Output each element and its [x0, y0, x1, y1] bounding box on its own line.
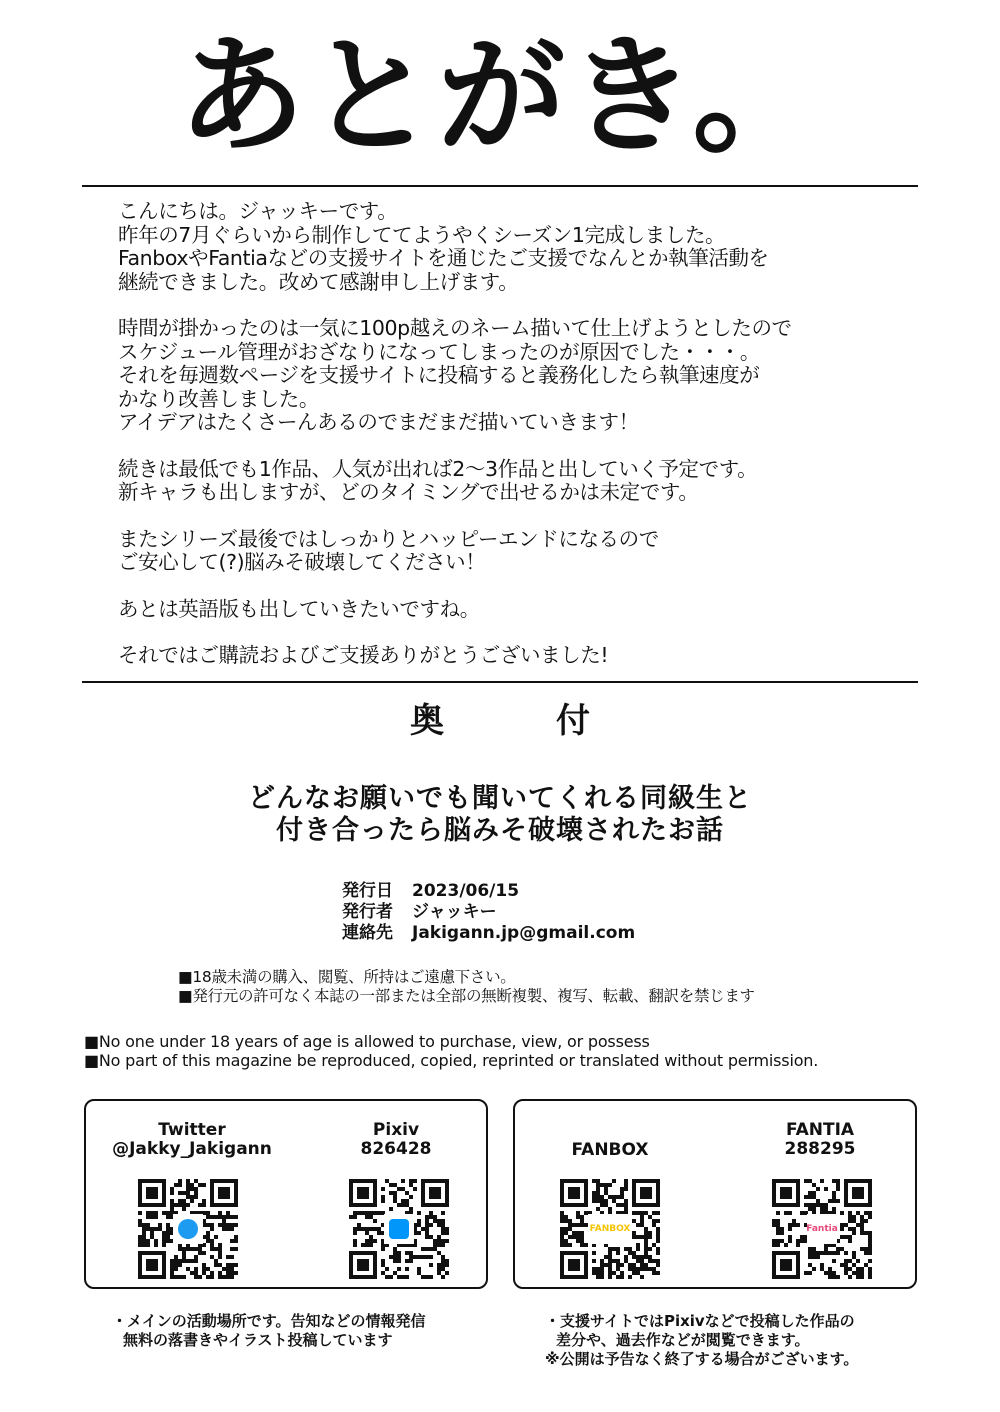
info-value: ジャッキー [412, 902, 497, 922]
twitter-title: Twitter [158, 1120, 226, 1140]
sns-box-main [84, 1099, 488, 1289]
info-row-contact [342, 923, 635, 944]
twitter-label [92, 1121, 292, 1159]
page-title: あとがき。 [177, 22, 823, 171]
pixiv-qr-code[interactable] [349, 1179, 449, 1279]
afterword-paragraph: またシリーズ最後ではしっかりとハッピーエンドになるので ご安心して(?)脳みそ破壊してください！ [118, 526, 659, 574]
fantia-label [755, 1121, 885, 1159]
info-row-publisher [342, 902, 635, 923]
book-title-line: 付き合ったら脳みそ破壊されたお話 [276, 815, 724, 846]
afterword-paragraph: 時間が掛かったのは一気に100p越えのネーム描いて仕上げようとしたので スケジュール管理がおざなりになってしまったのが原因でした・・・。 それを毎週数ページを支援サイトに投稿すると義務化したら執筆速度が かなり改善しました。 アイデアはたくさーんあるのでまだまだ描いていきます！ [118, 316, 792, 434]
afterword-paragraph: 続きは最低でも1作品、人気が出れば2～3作品と出していく予定です。 新キャラも出しますが、どのタイミングで出せるかは未定です。 [118, 456, 758, 504]
notice-line: ■No one under 18 years of age is allowed to purchase, view, or possess [84, 1032, 650, 1051]
colophon-heading-right: 付 [556, 701, 590, 741]
caption-line: 無料の落書きやイラスト投稿しています [123, 1331, 393, 1349]
fantia-logo-icon: Fantia [807, 1214, 837, 1244]
info-label: 連絡先 [342, 923, 393, 943]
pixiv-title: Pixiv [372, 1120, 420, 1140]
fantia-title: FANTIA [785, 1120, 855, 1140]
caption-line: ※公開は予告なく終了する場合がございます。 [545, 1350, 859, 1368]
colophon-heading [0, 698, 1000, 744]
main-activity-caption [112, 1312, 426, 1350]
afterword-body [118, 200, 918, 691]
afterword-paragraph: こんにちは。ジャッキーです。 昨年の7月ぐらいから制作しててようやくシーズン1完成しました。 FanboxやFantiaなどの支援サイトを通じたご支援でなんとか執筆活動を 継続できました。改めて感謝申し上げます。 [118, 199, 769, 294]
info-label: 発行日 [342, 881, 393, 901]
afterword-paragraph: あとは英語版も出していきたいですね。 [118, 596, 480, 621]
twitter-handle: @Jakky_Jakigann [112, 1139, 272, 1159]
fanbox-logo-icon: FANBOX [588, 1214, 632, 1244]
caption-line: ・メインの活動場所です。告知などの情報発信 [112, 1312, 426, 1330]
support-site-caption [545, 1312, 858, 1369]
publication-info [342, 881, 635, 944]
divider [82, 681, 918, 683]
fantia-id: 288295 [784, 1139, 856, 1159]
info-value: Jakigann.jp@gmail.com [412, 923, 636, 943]
info-value: 2023/06/15 [412, 881, 520, 901]
caption-line: ・支援サイトではPixivなどで投稿した作品の [545, 1312, 855, 1330]
pixiv-logo-icon [384, 1214, 414, 1244]
caption-line: 差分や、過去作などが閲覧できます。 [556, 1331, 810, 1349]
twitter-qr-code[interactable] [138, 1179, 238, 1279]
book-title-line: どんなお願いでも聞いてくれる同級生と [248, 783, 752, 814]
sns-box-support [513, 1099, 917, 1289]
fantia-qr-code[interactable] [772, 1179, 872, 1279]
fanbox-title: FANBOX [571, 1140, 649, 1160]
notice-english [84, 1032, 818, 1070]
pixiv-label [326, 1121, 466, 1159]
pixiv-id: 826428 [360, 1139, 432, 1159]
notice-line: ■No part of this magazine be reproduced, copied, reprinted or translated without permission. [84, 1051, 819, 1070]
book-title [0, 783, 1000, 847]
notice-line: ■発行元の許可なく本誌の一部または全部の無断複製、複写、転載、翻訳を禁じます [178, 987, 755, 1005]
fanbox-label [535, 1141, 685, 1160]
info-label: 発行者 [342, 902, 393, 922]
notice-japanese [178, 968, 755, 1006]
colophon-heading-left: 奥 [410, 701, 444, 741]
afterword-paragraph: それではご購読およびご支援ありがとうございました! [118, 643, 609, 667]
twitter-logo-icon [173, 1214, 203, 1244]
info-row-date [342, 881, 635, 902]
notice-line: ■18歳未満の購入、閲覧、所持はご遠慮下さい。 [178, 968, 516, 986]
divider [82, 185, 918, 187]
fanbox-qr-code[interactable] [560, 1179, 660, 1279]
